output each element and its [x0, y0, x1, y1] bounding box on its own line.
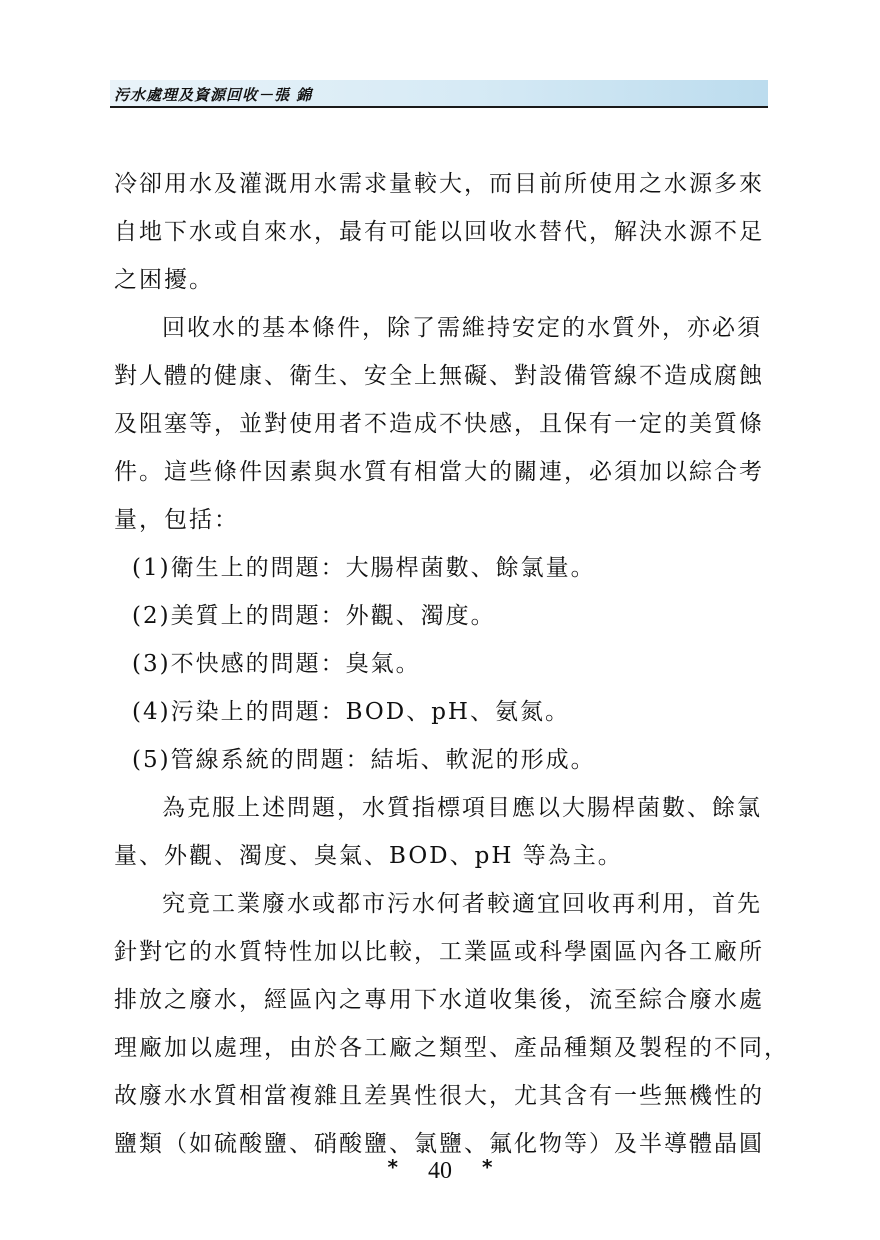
text-line: 鹽類（如硫酸鹽、硝酸鹽、氯鹽、氟化物等）及半導體晶圓	[114, 1131, 764, 1157]
text-line: 件。這些條件因素與水質有相當大的關連，必須加以綜合考	[114, 459, 764, 485]
text-line: 對人體的健康、衛生、安全上無礙、對設備管線不造成腐蝕	[114, 363, 764, 389]
text-line: 及阻塞等，並對使用者不造成不快感，且保有一定的美質條	[114, 411, 764, 437]
list-item: (1)衛生上的問題：大腸桿菌數、餘氯量。	[132, 555, 596, 581]
text-line: 量、外觀、濁度、臭氣、BOD、pH 等為主。	[114, 843, 623, 869]
running-header-title: 污水處理及資源回收－張 錦	[114, 86, 313, 104]
star-ornament-left: *	[387, 1155, 398, 1179]
text-line: 量，包括：	[114, 507, 239, 533]
text-line: 之困擾。	[114, 267, 214, 293]
text-line: 自地下水或自來水，最有可能以回收水替代，解決水源不足	[114, 219, 764, 245]
list-item: (4)污染上的問題：BOD、pH、氨氮。	[132, 699, 570, 725]
text-line: 排放之廢水，經區內之專用下水道收集後，流至綜合廢水處	[114, 987, 764, 1013]
star-ornament-right: *	[482, 1155, 493, 1179]
list-item: (5)管線系統的問題：結垢、軟泥的形成。	[132, 747, 596, 773]
text-line: 究竟工業廢水或都市污水何者較適宜回收再利用，首先	[162, 891, 762, 917]
text-line: 針對它的水質特性加以比較，工業區或科學園區內各工廠所	[114, 939, 764, 965]
list-item: (2)美質上的問題：外觀、濁度。	[132, 603, 496, 629]
text-line: 理廠加以處理，由於各工廠之類型、產品種類及製程的不同，	[114, 1035, 789, 1061]
text-line: 回收水的基本條件，除了需維持安定的水質外，亦必須	[162, 315, 762, 341]
text-line: 故廢水水質相當複雜且差異性很大，尤其含有一些無機性的	[114, 1083, 764, 1109]
body-text	[114, 160, 789, 1168]
running-header	[110, 80, 768, 108]
page-number: 40	[428, 1158, 452, 1184]
text-line: 冷卻用水及灌溉用水需求量較大，而目前所使用之水源多來	[114, 171, 764, 197]
text-line: 為克服上述問題，水質指標項目應以大腸桿菌數、餘氯	[162, 795, 762, 821]
list-item: (3)不快感的問題：臭氣。	[132, 651, 421, 677]
page-footer	[0, 1155, 880, 1185]
